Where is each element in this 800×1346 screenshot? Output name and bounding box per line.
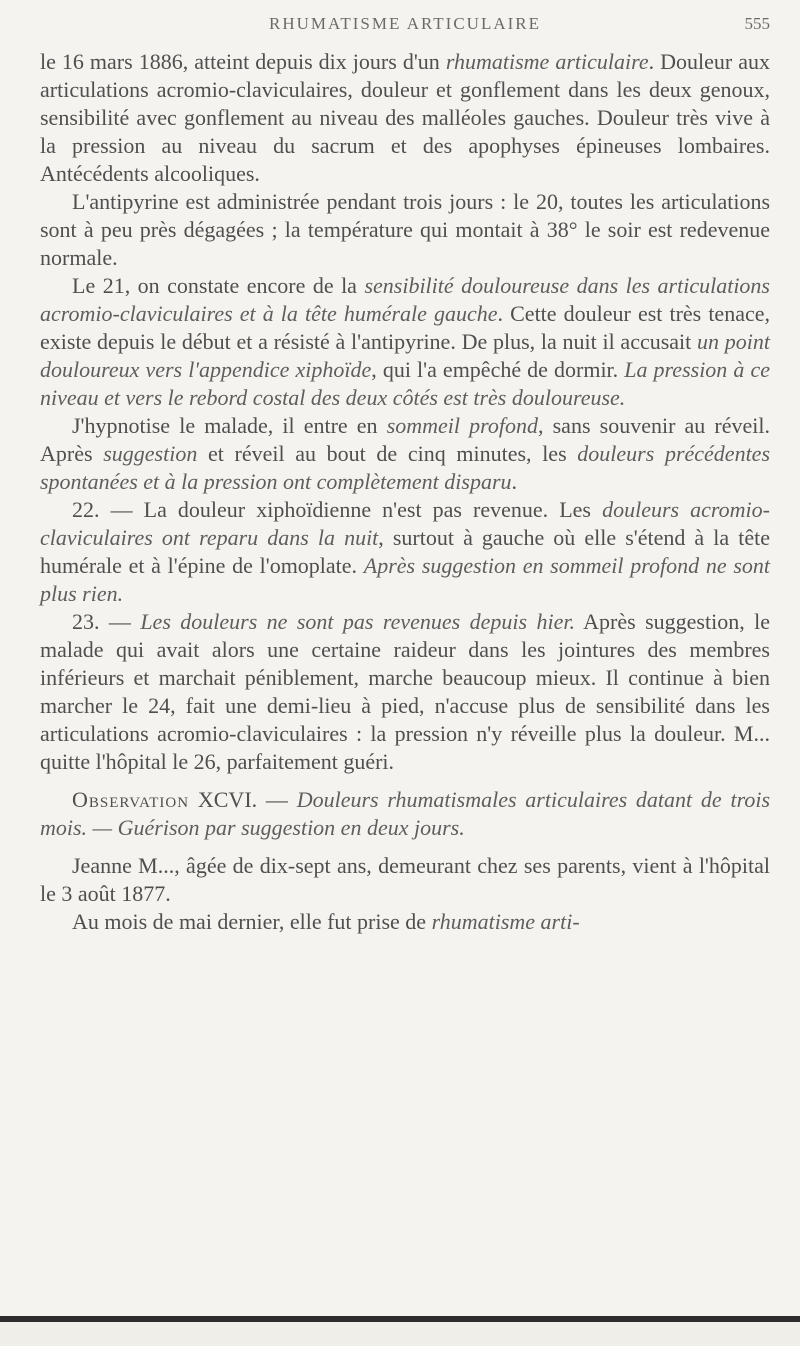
paragraph xyxy=(40,412,770,496)
text-run: . Cette douleur est très tenace, existe depuis le début et a résisté à l'antipyrine. De plus, la nuit il accusait xyxy=(40,301,770,354)
italic-text: douleurs précédentes spontanées et à la pression ont complètement disparu xyxy=(40,441,771,494)
text-run: J'hypnotise le malade, il entre en xyxy=(72,413,387,438)
italic-text: La pression à ce niveau et vers le rebord costal des deux côtés est très douloureuse. xyxy=(40,357,770,410)
text-run: 22. — La douleur xiphoïdienne n'est pas revenue. Les xyxy=(72,497,603,522)
running-title: RHUMATISME ARTICULAIRE xyxy=(268,14,541,33)
text-run: Après suggestion, le malade qui avait alors une certaine raideur dans les jointures des membres inférieurs et marchait péniblement, marche beaucoup mieux. Il continue à bien marcher le 24, fait une demi-lieu à pied, n'accuse plus de sensibilité dans les articulations acromio-claviculaires : la pression n'y réveille plus la douleur. M... quitte l'hôpital le 26, parfaitement guéri. xyxy=(40,609,770,774)
text-run: , surtout à gauche où elle s'étend à la tête humérale et à l'épine de l'omoplate. xyxy=(40,525,770,578)
italic-text: Les douleurs ne sont pas revenues depuis hier. xyxy=(140,609,575,634)
paragraph xyxy=(40,496,770,608)
paragraph xyxy=(40,188,770,272)
small-caps-text: Observation xyxy=(72,787,190,812)
italic-text: sensibilité douloureuse dans les articulations acromio-claviculaires et à la tête humérale gauche xyxy=(40,273,770,326)
body-text xyxy=(40,48,770,936)
observation-heading xyxy=(40,786,770,842)
text-run: 23. — xyxy=(72,609,141,634)
text-run: , sans souvenir au réveil. Après xyxy=(40,413,770,466)
italic-text: douleurs acromio-claviculaires ont reparu dans la nuit xyxy=(40,497,770,550)
text-run: Jeanne M..., âgée de dix-sept ans, demeurant chez ses parents, vient à l'hôpital le 3 août 1877. xyxy=(40,853,770,906)
page-bottom-margin xyxy=(0,1322,800,1346)
italic-text: sommeil profond xyxy=(386,413,538,438)
italic-text: rhumatisme articulaire xyxy=(445,49,649,74)
text-run: et réveil au bout de cinq minutes, les xyxy=(197,441,578,466)
italic-text: rhumatisme arti- xyxy=(431,909,580,934)
text-run: . Douleur aux articulations acromio-claviculaires, douleur et gonflement dans les deux genoux, sensibilité avec gonflement au niveau des malléoles gauches. Douleur très vive à la pression au niveau du sacrum et des apophyses épineuses lombaires. Antécédents alcooliques. xyxy=(40,49,771,186)
italic-text: suggestion xyxy=(103,441,198,466)
paragraph xyxy=(40,608,770,776)
text-run: Au mois de mai dernier, elle fut prise de xyxy=(72,909,432,934)
italic-text: un point douloureux vers l'appendice xiphoïde xyxy=(40,329,770,382)
text-run: Le 21, on constate encore de la xyxy=(72,273,365,298)
italic-text: Douleurs rhumatismales articulaires datant de trois mois. — Guérison par suggestion en deux jours. xyxy=(40,787,770,840)
text-run: L'antipyrine est administrée pendant trois jours : le 20, toutes les articulations sont à peu près dégagées ; la température qui montait à 38° le soir est redevenue normale. xyxy=(40,189,770,270)
paragraph xyxy=(40,908,770,936)
text-run: le 16 mars 1886, atteint depuis dix jours d'un xyxy=(40,49,446,74)
text-run: . xyxy=(511,469,518,494)
italic-text: Après suggestion en sommeil profond ne sont plus rien. xyxy=(40,553,770,606)
paragraph xyxy=(40,48,770,188)
page-number: 555 xyxy=(744,14,770,33)
paragraph xyxy=(40,272,770,412)
text-run: , qui l'a empêché de dormir. xyxy=(371,357,625,382)
text-run: XCVI. — xyxy=(189,787,297,812)
paragraph xyxy=(40,852,770,908)
running-head xyxy=(40,14,770,44)
